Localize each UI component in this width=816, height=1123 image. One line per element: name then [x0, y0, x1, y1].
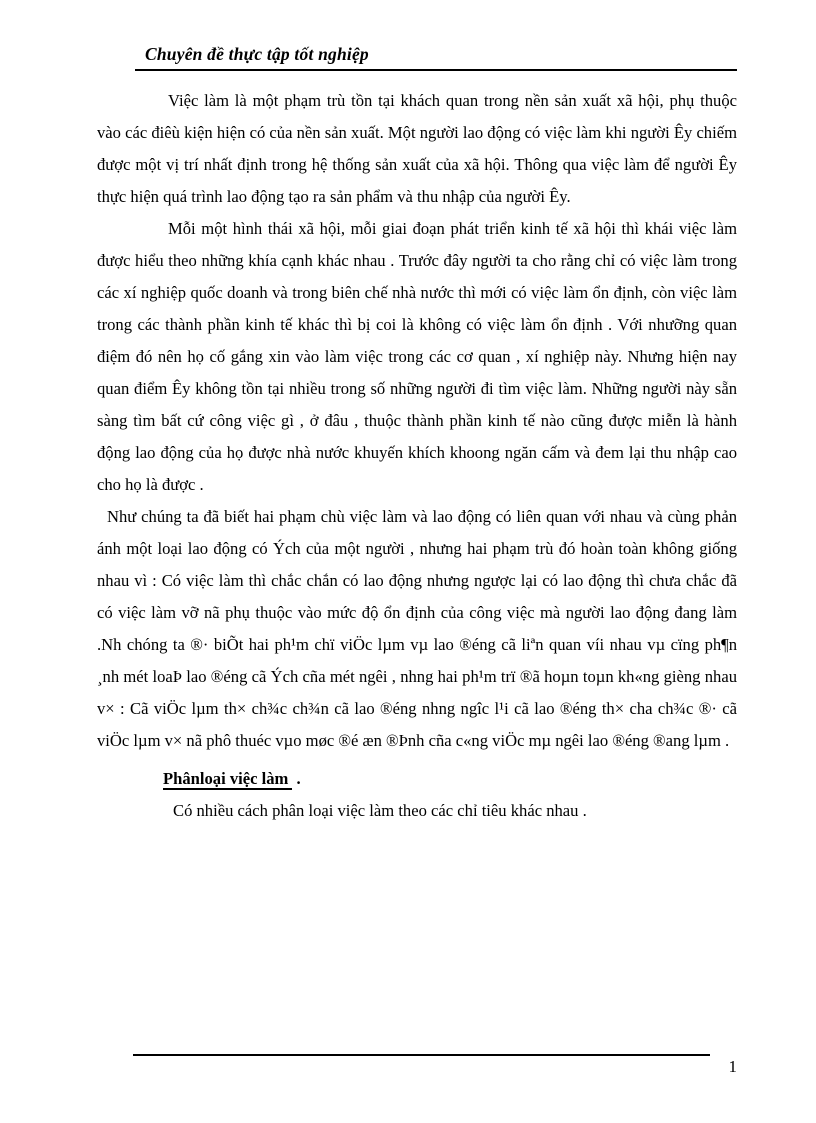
- page-number: 1: [728, 1057, 737, 1076]
- section-heading: [97, 763, 737, 795]
- section-heading-text: Phânloại việc làm: [163, 769, 292, 790]
- page-header: [135, 0, 737, 71]
- document-body: [97, 85, 737, 827]
- header-title: Chuyên đề thực tập tốt nghiệp: [145, 44, 369, 64]
- section-heading-suffix: .: [292, 769, 301, 788]
- paragraph-3: Như chúng ta đã biết hai phạm chù việc làm và lao động có liên quan với nhau và cùng phản ánh một loại lao động có Ých của một người , nhưng hai phạm trù đó hoàn toàn không giống nhau vì : Có việc làm thì chắc chắn có lao động nhưng ngược lại có lao động thì chưa chắc đã có việc làm vỡ nã phụ thuộc vào mức độ ổn định của công việc mà người lao động đang làm .Nh chóng ta ®· biÕt hai ph¹m chï viÖc lµm vµ lao ®éng cã liªn quan víi nhau vµ cïng ph¶n ¸nh mét loaÞ lao ®éng cã Ých cña mét ngêi , nhng hai ph¹m trï ®ã hoµn toµn kh«ng gièng nhau v× : Cã viÖc lµm th× ch¾c ch¾n cã lao ®éng nhng ngîc l¹i cã lao ®éng th× cha ch¾c ®· cã viÖc lµm v× nã phô thuéc vµo møc ®é æn ®Þnh cña c«ng viÖc mµ ngêi lao ®éng ®ang lµm .: [97, 507, 737, 750]
- paragraph-1: Việc làm là một phạm trù tồn tại khách quan trong nền sản xuất xã hội, phụ thuộc vào các điêù kiện hiện có của nền sản xuất. Một người lao động có việc làm khi người Êy chiếm được một vị trí nhất định trong hệ thống sản xuất của xã hội. Thông qua việc làm để người Êy thực hiện quá trình lao động tạo ra sản phẩm và thu nhập của người Êy.: [97, 91, 737, 206]
- paragraph-2: Mỗi một hình thái xã hội, mỗi giai đoạn phát triển kinh tế xã hội thì khái việc làm được hiểu theo những khía cạnh khác nhau . Trước đây người ta cho rằng chỉ có việc làm trong các xí nghiệp quốc doanh và trong biên chế nhà nước thì mới có việc làm ổn định, còn việc làm trong các thành phần kinh tế khác thì bị coi là không có việc làm ổn định . Với nhưỡng quan điệm đó nên họ cố gắng xin vào làm việc trong các cơ quan , xí nghiệp này. Nhưng hiện nay quan điểm Êy không tồn tại nhiều trong số những người đi tìm việc làm. Những người này sẵn sàng tìm bất cứ công việc gì , ở đâu , thuộc thành phần kinh tế nào cũng được miễn là hành động lao động của họ được nhà nước khuyến khích khoong ngăn cấm và đem lại thu nhập cao cho họ là được .: [97, 219, 737, 494]
- closing-paragraph: Có nhiều cách phân loại việc làm theo các chỉ tiêu khác nhau .: [173, 801, 587, 820]
- footer-divider: [133, 1054, 710, 1056]
